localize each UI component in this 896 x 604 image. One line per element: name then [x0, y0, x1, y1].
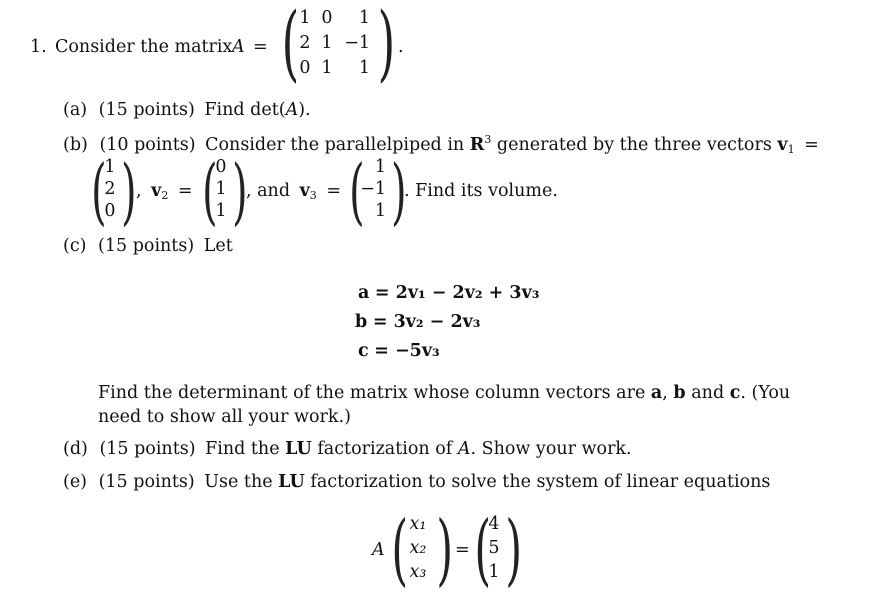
- part-c-find-line1: [98, 383, 790, 403]
- right-paren: ): [391, 149, 407, 233]
- vector-cell: 1: [215, 201, 227, 222]
- v3-label: v: [299, 181, 310, 201]
- space-exponent: 3: [484, 133, 492, 146]
- vec-a: a: [650, 383, 663, 403]
- matrix-var: A: [457, 439, 471, 459]
- v2-intro: [136, 181, 193, 202]
- part-text: Use the: [204, 472, 273, 492]
- matrix-A-cells: [294, 6, 374, 82]
- matrix-name: A: [232, 37, 245, 57]
- vector-cell: x₁: [409, 514, 427, 535]
- part-label: (d): [63, 439, 88, 459]
- vector-cell: −1: [360, 179, 386, 200]
- matrix-cell: 0: [299, 57, 311, 78]
- part-text: Consider the parallelpiped in: [205, 135, 465, 155]
- part-e: [63, 472, 770, 492]
- vector-cell: 0: [104, 201, 116, 222]
- right-paren: ): [436, 505, 454, 595]
- part-text-2: generated by the three vectors: [496, 135, 772, 155]
- system-matrix-A: A: [372, 540, 385, 560]
- matrix-cell: 0: [321, 7, 333, 28]
- vector-rhs: [471, 505, 523, 595]
- vector-v1: [88, 149, 137, 233]
- find-text: Find the determinant of the matrix whose column vectors are: [98, 383, 646, 403]
- matrix-cell: 1: [321, 32, 333, 53]
- space-symbol: R: [469, 135, 485, 155]
- part-b: [63, 133, 819, 156]
- equation-a: [358, 283, 539, 303]
- left-paren: (: [391, 505, 409, 595]
- part-d: [63, 439, 632, 459]
- problem-number: 1.: [30, 37, 47, 57]
- v3-intro: [246, 181, 341, 202]
- vector-cell: 1: [374, 201, 386, 222]
- right-paren: ): [232, 149, 248, 233]
- matrix-cell: 1: [321, 57, 333, 78]
- and-text: , and: [246, 181, 291, 201]
- rhs-c: = −5v₃: [374, 341, 440, 361]
- v1-sub: 1: [787, 143, 795, 156]
- part-label: (c): [63, 236, 87, 256]
- part-text: Find det(: [204, 100, 286, 120]
- vector-cell: 4: [488, 514, 500, 535]
- find-text-post: . (You: [740, 383, 791, 403]
- part-text-2: factorization of: [317, 439, 453, 459]
- vec-c: c: [729, 383, 741, 403]
- part-c-find-line2: need to show all your work.): [98, 407, 351, 427]
- rhs-a: = 2v₁ − 2v₂ + 3v₃: [374, 283, 540, 303]
- matrix-cell: 1: [299, 7, 311, 28]
- points: (15 points): [98, 472, 195, 492]
- problem-intro: Consider the matrix: [55, 37, 233, 57]
- vector-v3: [346, 149, 407, 233]
- vector-cell: 5: [488, 538, 500, 559]
- part-a: [63, 100, 311, 120]
- rhs-b: = 3v₂ − 2v₃: [372, 312, 481, 332]
- v3-sub: 3: [309, 189, 317, 202]
- left-paren: (: [281, 0, 300, 91]
- lhs-b: b: [355, 312, 368, 332]
- points: (10 points): [99, 135, 196, 155]
- right-paren: ): [377, 0, 396, 91]
- vector-x: [388, 505, 454, 595]
- part-b-tail: . Find its volume.: [404, 181, 558, 201]
- points: (15 points): [99, 439, 196, 459]
- vector-cell: 2: [104, 179, 116, 200]
- system-equals: =: [455, 540, 470, 560]
- v2-sub: 2: [161, 189, 169, 202]
- comma: ,: [662, 383, 668, 403]
- vector-cell: 1: [215, 179, 227, 200]
- separator: ,: [136, 181, 142, 201]
- vector-cell: 0: [215, 157, 227, 178]
- matrix-cell: −1: [344, 32, 370, 53]
- left-paren: (: [202, 149, 218, 233]
- part-text: Find the: [205, 439, 280, 459]
- vector-cell: 1: [488, 562, 500, 583]
- vector-v2: [199, 149, 248, 233]
- right-paren: ): [505, 505, 523, 595]
- part-label: (a): [63, 100, 88, 120]
- equals-sign: =: [326, 181, 342, 201]
- left-paren: (: [91, 149, 107, 233]
- vector-cell: x₃: [409, 562, 427, 583]
- lu-text: LU: [285, 439, 312, 459]
- part-text: Let: [203, 236, 233, 256]
- lu-text: LU: [278, 472, 305, 492]
- vector-cell: 1: [374, 157, 386, 178]
- part-text-2: factorization to solve the system of linear equations: [310, 472, 771, 492]
- left-paren: (: [349, 149, 365, 233]
- equation-c: [358, 341, 440, 361]
- points: (15 points): [98, 100, 195, 120]
- v1-label: v: [777, 135, 788, 155]
- matrix-cell: 2: [299, 32, 311, 53]
- part-text-close: ).: [298, 100, 311, 120]
- part-label: (b): [63, 135, 88, 155]
- points: (15 points): [98, 236, 195, 256]
- equals-sign: =: [253, 37, 268, 57]
- equals-sign: =: [177, 181, 193, 201]
- v2-label: v: [151, 181, 162, 201]
- matrix-A: [278, 0, 396, 91]
- lhs-c: c: [358, 341, 369, 361]
- vector-cell: 1: [104, 157, 116, 178]
- vec-b: b: [673, 383, 686, 403]
- matrix-cell: 1: [358, 7, 370, 28]
- matrix-cell: 1: [358, 57, 370, 78]
- equals-sign: =: [804, 135, 819, 155]
- and-word: and: [691, 383, 725, 403]
- problem-period: .: [398, 37, 404, 57]
- matrix-var: A: [285, 100, 299, 120]
- right-paren: ): [121, 149, 137, 233]
- part-c: [63, 236, 233, 256]
- part-label: (e): [63, 472, 88, 492]
- vector-cell: x₂: [409, 538, 427, 559]
- equation-b: [355, 312, 480, 332]
- left-paren: (: [474, 505, 492, 595]
- part-text-3: . Show your work.: [470, 439, 632, 459]
- lhs-a: a: [358, 283, 370, 303]
